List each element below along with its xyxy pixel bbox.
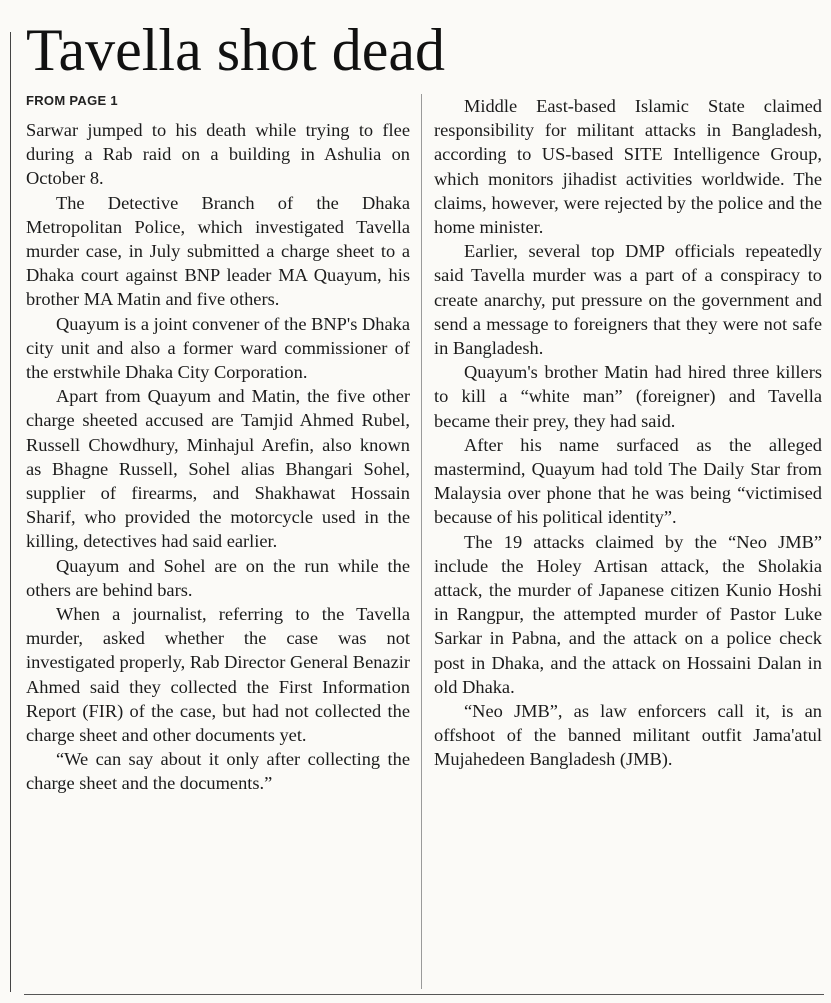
paragraph: After his name surfaced as the alleged mastermind, Quayum had told The Daily Star from Malaysia over phone that he was being “victimised because of his political identity”. bbox=[434, 434, 822, 528]
paragraph: Quayum's brother Matin had hired three killers to kill a “white man” (foreigner) and Tavella became their prey, they had said. bbox=[434, 362, 822, 431]
continuation-label: FROM PAGE 1 bbox=[26, 93, 118, 108]
paragraph: Earlier, several top DMP officials repeatedly said Tavella murder was a part of a conspiracy to create anarchy, put pressure on the government and send a message to foreigners that they were not safe in Bangladesh. bbox=[434, 241, 822, 359]
headline: Tavella shot dead bbox=[26, 17, 445, 83]
paragraph: Sarwar jumped to his death while trying to flee during a Rab raid on a building in Ashulia on October 8. bbox=[26, 120, 410, 189]
paragraph: Quayum is a joint convener of the BNP's Dhaka city unit and also a former ward commissioner of the erstwhile Dhaka City Corporation. bbox=[26, 313, 410, 383]
paragraph: Quayum and Sohel are on the run while the others are behind bars. bbox=[26, 555, 410, 600]
paragraph: “We can say about it only after collecting the charge sheet and the documents.” bbox=[26, 749, 410, 794]
paragraph: Apart from Quayum and Matin, the five other charge sheeted accused are Tamjid Ahmed Rubel, Russell Chowdhury, Minhajul Arefin, also known as Bhagne Russell, Sohel alias Bhangari Sohel, supplier of firearms, and Shakhawat Hossain Sharif, who provided the motorcycle used in the killing, detectives had said earlier. bbox=[26, 386, 410, 552]
bottom-rule bbox=[24, 994, 824, 995]
right-column bbox=[434, 94, 822, 772]
left-column bbox=[26, 118, 410, 796]
column-divider bbox=[421, 94, 422, 989]
paragraph: The 19 attacks claimed by the “Neo JMB” include the Holey Artisan attack, the Sholakia attack, the murder of Japanese citizen Kunio Hoshi in Rangpur, the attempted murder of Pastor Luke Sarkar in Pabna, and the attack on a police check post in Dhaka, and the attack on Hossaini Dalan in old Dhaka. bbox=[434, 531, 822, 697]
paragraph: “Neo JMB”, as law enforcers call it, is an offshoot of the banned militant outfit Jama'atul Mujahedeen Bangladesh (JMB). bbox=[434, 701, 822, 770]
paragraph: When a journalist, referring to the Tavella murder, asked whether the case was not investigated properly, Rab Director General Benazir Ahmed said they collected the First Information Report (FIR) of the case, but had not collected the charge sheet and other documents yet. bbox=[26, 604, 410, 746]
paragraph: The Detective Branch of the Dhaka Metropolitan Police, which investigated Tavella murder case, in July submitted a charge sheet to a Dhaka court against BNP leader MA Quayum, his brother MA Matin and five others. bbox=[26, 192, 410, 310]
paragraph: Middle East-based Islamic State claimed responsibility for militant attacks in Bangladesh, according to US-based SITE Intelligence Group, which monitors jihadist activities worldwide. The claims, however, were rejected by the police and the home minister. bbox=[434, 96, 822, 238]
left-border-rule bbox=[10, 32, 11, 992]
